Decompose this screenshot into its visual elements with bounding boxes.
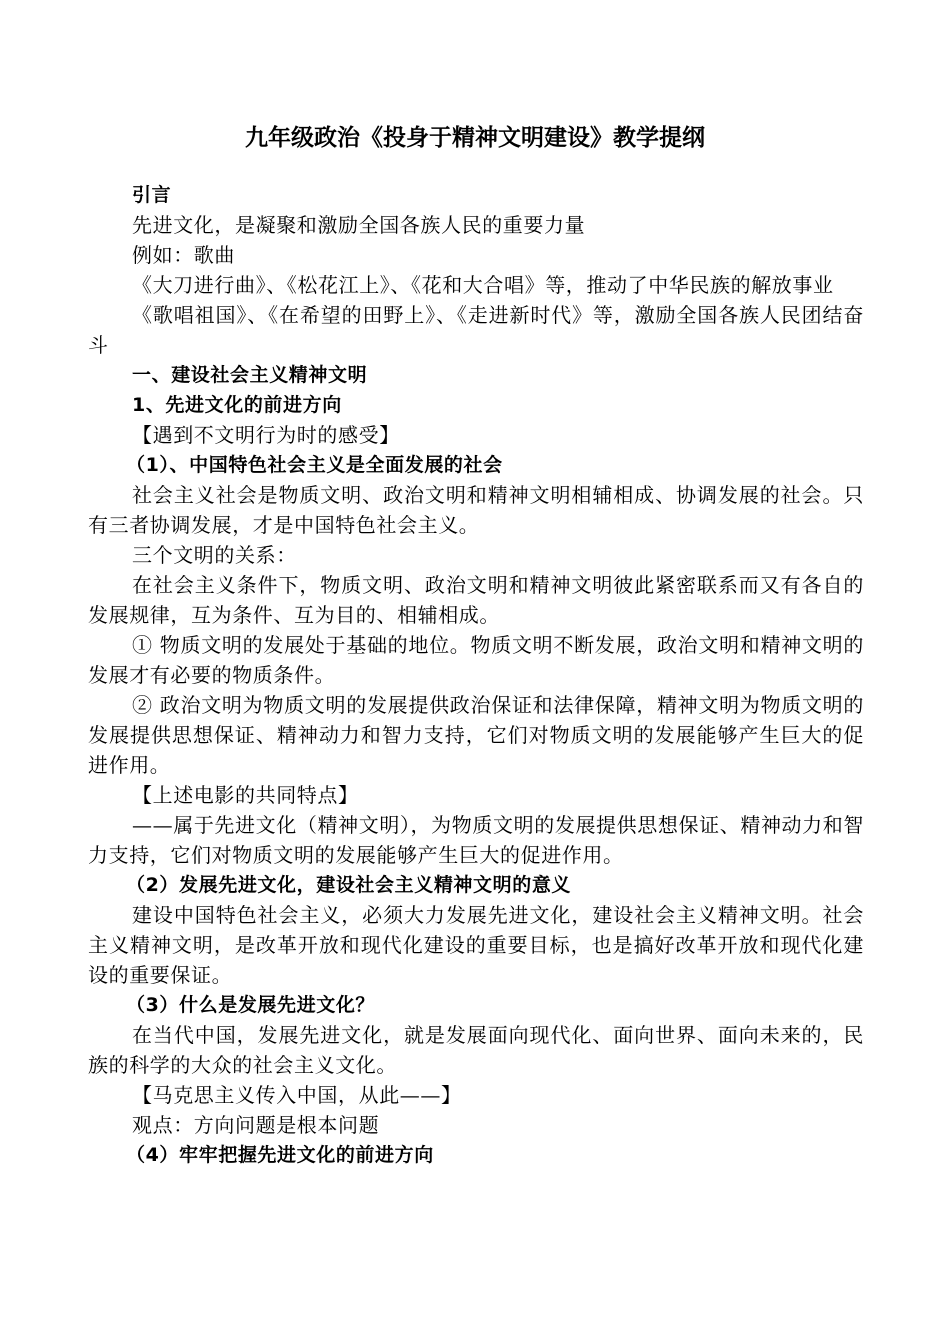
paragraph: ② 政治文明为物质文明的发展提供政治保证和法律保障，精神文明为物质文明的发展提供思想保证、精神动力和智力支持，它们对物质文明的发展能够产生巨大的促进作用。 <box>88 693 864 777</box>
document-body <box>88 180 864 1170</box>
paragraph: 例如：歌曲 <box>132 243 235 267</box>
paragraph: ① 物质文明的发展处于基础的地位。物质文明不断发展，政治文明和精神文明的发展才有必要的物质条件。 <box>88 633 864 687</box>
paragraph: 在社会主义条件下，物质文明、政治文明和精神文明彼此紧密联系而又有各自的发展规律，互为条件、互为目的、相辅相成。 <box>88 573 864 627</box>
paragraph: 在当代中国，发展先进文化，就是发展面向现代化、面向世界、面向未来的，民族的科学的大众的社会主义文化。 <box>88 1023 864 1077</box>
paragraph: 社会主义社会是物质文明、政治文明和精神文明相辅相成、协调发展的社会。只有三者协调发展，才是中国特色社会主义。 <box>88 483 864 537</box>
paragraph-intro-heading: 引言 <box>132 184 172 206</box>
subsection-heading: 1、先进文化的前进方向 <box>132 394 342 416</box>
paragraph: 观点：方向问题是根本问题 <box>132 1113 380 1137</box>
point-heading: （1）、中国特色社会主义是全面发展的社会 <box>126 454 503 476</box>
point-heading: （3）什么是发展先进文化？ <box>126 994 376 1016</box>
paragraph: 【遇到不文明行为时的感受】 <box>132 423 400 447</box>
section-heading: 一、建设社会主义精神文明 <box>132 364 368 386</box>
paragraph: 先进文化，是凝聚和激励全国各族人民的重要力量 <box>132 213 586 237</box>
paragraph: ——属于先进文化（精神文明），为物质文明的发展提供思想保证、精神动力和智力支持，它们对物质文明的发展能够产生巨大的促进作用。 <box>88 813 864 867</box>
document-title: 九年级政治《投身于精神文明建设》教学提纲 <box>245 125 705 151</box>
paragraph: 建设中国特色社会主义，必须大力发展先进文化，建设社会主义精神文明。社会主义精神文明，是改革开放和现代化建设的重要目标，也是搞好改革开放和现代化建设的重要保证。 <box>88 903 864 987</box>
paragraph: 三个文明的关系： <box>132 543 297 567</box>
point-heading: （2）发展先进文化，建设社会主义精神文明的意义 <box>126 874 572 896</box>
paragraph: 《歌唱祖国》、《在希望的田野上》、《走进新时代》等，激励全国各族人民团结奋斗 <box>88 303 864 357</box>
paragraph: 《大刀进行曲》、《松花江上》、《花和大合唱》等，推动了中华民族的解放事业 <box>132 273 834 297</box>
paragraph: 【上述电影的共同特点】 <box>132 783 359 807</box>
paragraph: 【马克思主义传入中国，从此——】 <box>132 1083 462 1107</box>
point-heading: （4）牢牢把握先进文化的前进方向 <box>126 1144 434 1166</box>
